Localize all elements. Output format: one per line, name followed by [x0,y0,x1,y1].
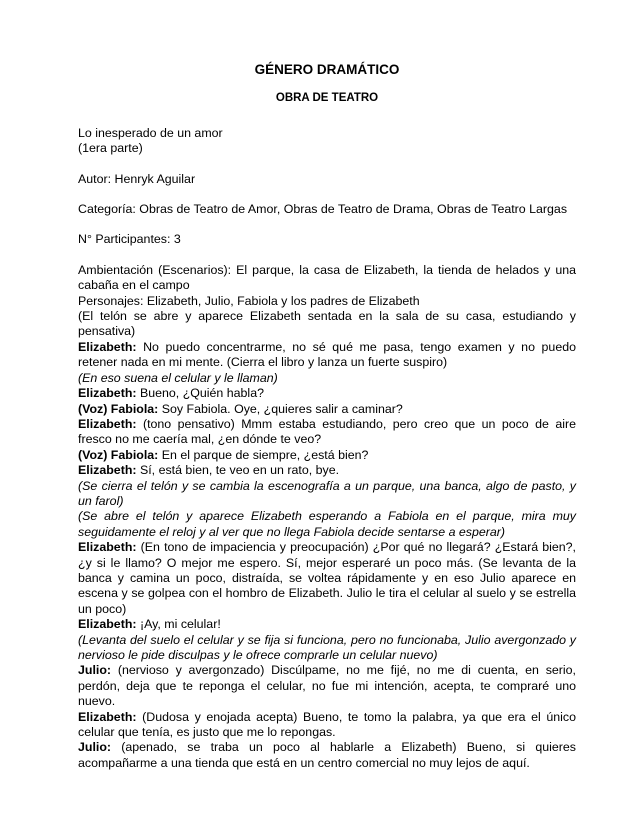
script-body [78,309,576,771]
stage-direction [78,633,576,664]
setting-line: Ambientación (Escenarios): El parque, la casa de Elizabeth, la tienda de helados y una cabaña en el campo [78,262,576,293]
dialogue-line [78,540,576,617]
dialogue-text: (El telón se abre y aparece Elizabeth sentada en la sala de su casa, estudiando y pensativa) [78,309,576,339]
stage-direction [78,509,576,540]
speaker-name: Elizabeth: [78,463,137,478]
dialogue-text: (En tono de impaciencia y preocupación) ¿Por qué no llegará? ¿Estará bien?, ¿y si le llamo? O mejor me espero. Sí, mejor esperaré un poco más. (Se levanta de la banca y camina un poco, distraída, se voltea rápidamente y en eso Julio aparece en escena y se golpea con el hombro de Elizabeth. Julio le tira el celular al suelo y se estrella un poco) [78,540,576,616]
participants-line: N° Participantes: 3 [78,232,181,247]
work-part: (1era parte) [78,141,143,156]
dialogue-text: ¡Ay, mi celular! [136,617,221,632]
speaker-name: Elizabeth: [78,540,137,555]
speaker-name: (Voz) Fabiola: [78,401,159,416]
speaker-name: Elizabeth: [78,339,137,354]
work-title: Lo inesperado de un amor [78,125,223,140]
dialogue-text: Sí, está bien, te veo en un rato, bye. [136,463,340,478]
dialogue-line [78,402,576,417]
stage-text: (Levanta del suelo el celular y se fija si funciona, pero no funcionaba, Julio avergonzado y nervioso le pide disculpas y le ofrece comprarle un celular nuevo) [78,632,576,662]
speaker-name: Elizabeth: [78,709,137,724]
dialogue-line [78,663,576,709]
dialogue-line [78,463,576,478]
dialogue-text: Bueno, ¿Quién habla? [136,386,264,401]
speaker-name: Elizabeth: [78,416,137,431]
dialogue-line [78,617,576,632]
document-page [78,62,576,771]
dialogue-line [78,448,576,463]
page-subtitle: OBRA DE TEATRO [275,92,379,105]
dialogue-text: (apenado, se traba un poco al hablarle a Elizabeth) Bueno, si quieres acompañarme a una tienda que está en un centro comercial no muy lejos de aquí. [78,740,576,770]
dialogue-text: (tono pensativo) Mmm estaba estudiando, pero creo que un poco de aire fresco no me caería mal, ¿en dónde te veo? [78,416,576,447]
dialogue-line [78,417,576,448]
dialogue-line [78,340,576,371]
stage-text: (Se abre el telón y aparece Elizabeth esperando a Fabiola en el parque, mira muy seguidamente el reloj y al ver que no llega Fabiola decide sentarse a esperar) [78,509,576,539]
dialogue-text: No puedo concentrarme, no sé qué me pasa, tengo examen y no puedo retener nada en mi mente. (Cierra el libro y lanza un fuerte suspiro) [78,339,576,370]
speaker-name: Elizabeth: [78,386,137,401]
characters-line: Personajes: Elizabeth, Julio, Fabiola y los padres de Elizabeth [78,293,420,308]
stage-direction [78,479,576,510]
dialogue-text: En el parque de siempre, ¿está bien? [158,447,369,462]
dialogue-text: (nervioso y avergonzado) Discúlpame, no me fijé, no me di cuenta, en serio, perdón, deja que te reponga el celular, no fue mi intención, acepta, te compraré uno nuevo. [78,663,576,709]
page-title: GÉNERO DRAMÁTICO [254,62,400,77]
dialogue-line [78,710,576,741]
dialogue-line [78,309,576,340]
stage-direction [78,371,576,386]
dialogue-text: (Dudosa y enojada acepta) Bueno, te tomo la palabra, ya que era el único celular que tenía, es justo que me lo repongas. [78,709,576,740]
stage-text: (Se cierra el telón y se cambia la escenografía a un parque, una banca, algo de pasto, y un farol) [78,478,576,508]
stage-text: (En eso suena el celular y le llaman) [78,370,278,385]
speaker-name: Elizabeth: [78,617,137,632]
speaker-name: Julio: [78,663,112,678]
dialogue-line [78,386,576,401]
dialogue-text: Soy Fabiola. Oye, ¿quieres salir a caminar? [158,401,403,416]
author-line: Autor: Henryk Aguilar [78,171,196,186]
speaker-name: (Voz) Fabiola: [78,447,159,462]
category-line: Categoría: Obras de Teatro de Amor, Obras de Teatro de Drama, Obras de Teatro Largas [78,202,568,217]
dialogue-line [78,740,576,771]
speaker-name: Julio: [78,740,112,755]
